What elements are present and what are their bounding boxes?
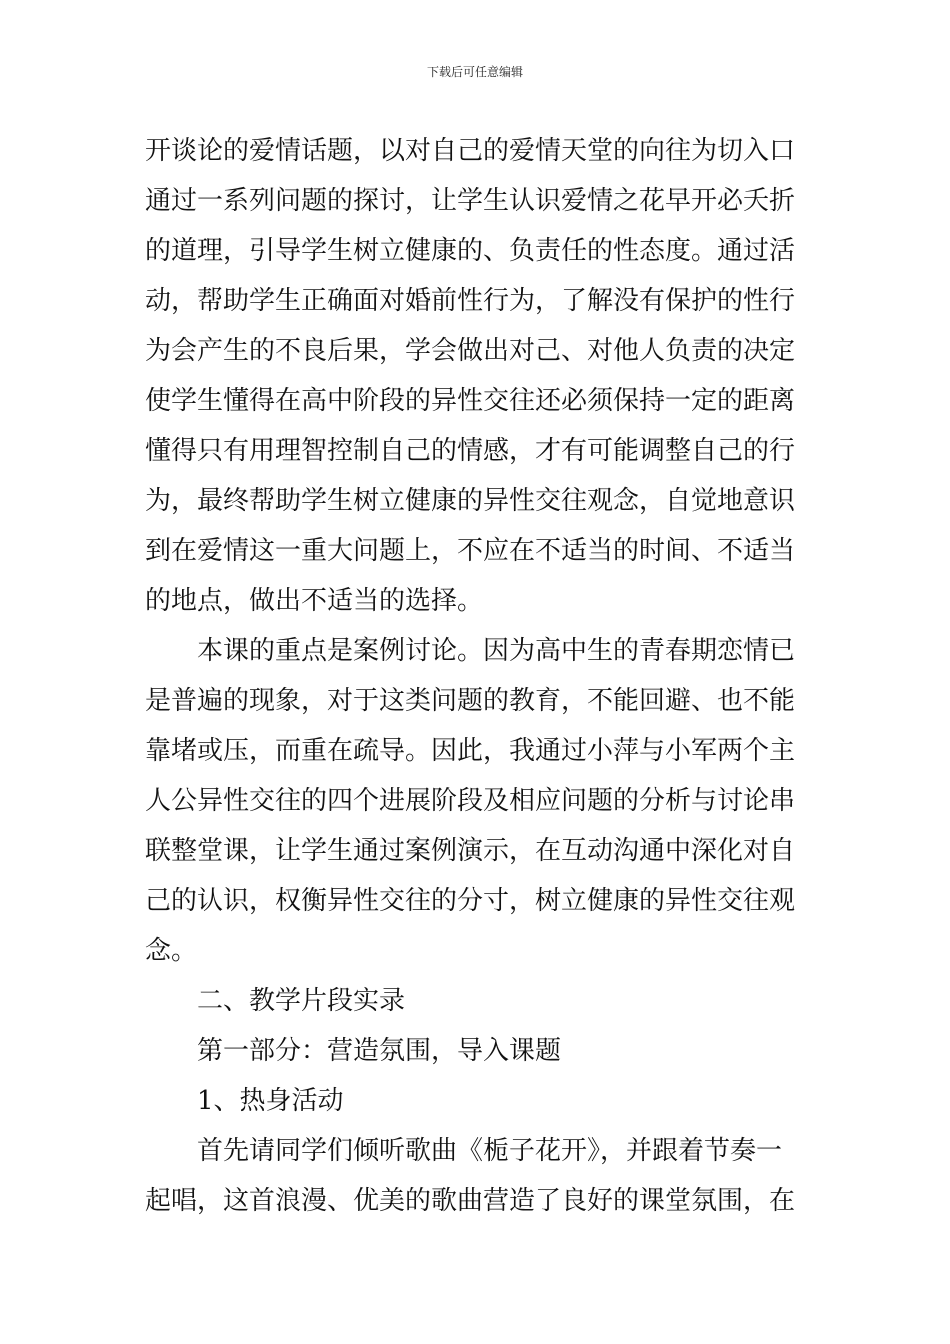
- text-line: 联整堂课，让学生通过案例演示，在互动沟通中深化对自: [145, 836, 796, 866]
- paragraph-start-line: 首先请同学们倾听歌曲《栀子花开》，并跟着节奏一: [197, 1136, 783, 1166]
- text-line: 的道理，引导学生树立健康的、负责任的性态度。通过活: [145, 236, 796, 266]
- paragraph-start-line: 本课的重点是案例讨论。因为高中生的青春期恋情已: [197, 636, 796, 666]
- body-text: [145, 126, 815, 1226]
- text-line: 是普遍的现象，对于这类问题的教育，不能回避、也不能: [145, 686, 796, 716]
- text-line: 动，帮助学生正确面对婚前性行为，了解没有保护的性行: [145, 286, 796, 316]
- text-line: 开谈论的爱情话题，以对自己的爱情天堂的向往为切入口: [145, 136, 796, 166]
- text-line: 使学生懂得在高中阶段的异性交往还必须保持一定的距离: [145, 386, 796, 416]
- text-line: 通过一系列问题的探讨，让学生认识爱情之花早开必夭折: [145, 186, 796, 216]
- text-line: 靠堵或压，而重在疏导。因此，我通过小萍与小军两个主: [145, 736, 796, 766]
- text-line: 人公异性交往的四个进展阶段及相应问题的分析与讨论串: [145, 786, 796, 816]
- text-line: 起唱，这首浪漫、优美的歌曲营造了良好的课堂氛围，在: [145, 1186, 796, 1216]
- text-line: 念。: [145, 936, 198, 966]
- subsection-heading: 第一部分：营造氛围，导入课题: [197, 1036, 562, 1066]
- item-heading: 1、热身活动: [197, 1086, 344, 1116]
- text-line: 为会产生的不良后果，学会做出对己、对他人负责的决定: [145, 336, 796, 366]
- text-line: 到在爱情这一重大问题上，不应在不适当的时间、不适当: [145, 536, 796, 566]
- text-line: 的地点，做出不适当的选择。: [145, 586, 484, 616]
- text-line: 为，最终帮助学生树立健康的异性交往观念，自觉地意识: [145, 486, 796, 516]
- text-line: 懂得只有用理智控制自己的情感，才有可能调整自己的行: [145, 436, 796, 466]
- text-line: 己的认识，权衡异性交往的分寸，树立健康的异性交往观: [145, 886, 796, 916]
- page-header: 下载后可任意编辑: [426, 65, 523, 79]
- section-heading: 二、教学片段实录: [197, 986, 406, 1016]
